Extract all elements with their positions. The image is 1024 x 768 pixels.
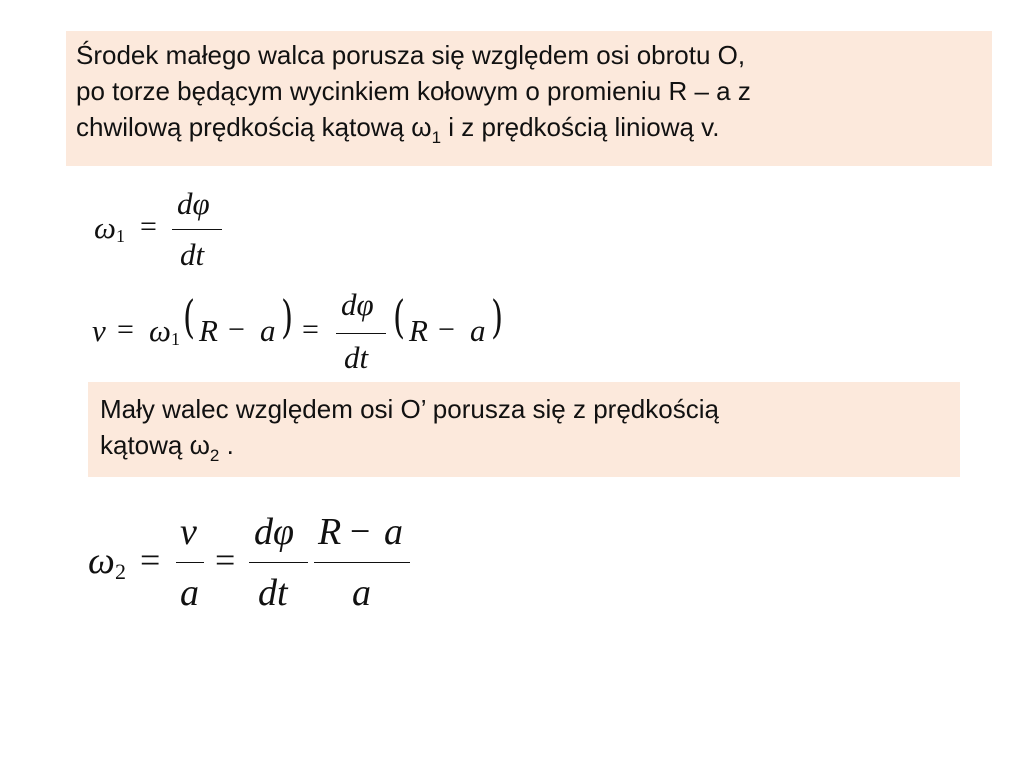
eq2-R-1: R	[199, 313, 218, 348]
eq3-omega: ω	[88, 540, 115, 582]
eq3-frac3-numerator-a: a	[384, 511, 403, 553]
eq3-omega-subscript: 2	[115, 559, 126, 584]
omega1-subscript: 1	[431, 128, 442, 147]
eq3-frac2-numerator: dφ	[254, 511, 295, 553]
eq2-minus-1: −	[228, 313, 245, 346]
eq3-frac3-bar	[314, 562, 410, 563]
eq2-omega-subscript: 1	[171, 329, 180, 349]
eq3-frac1-numerator: v	[180, 511, 197, 553]
eq3-frac2-bar	[249, 562, 308, 563]
eq2-R-2: R	[409, 313, 428, 348]
eq3-frac3-numerator-R: R	[318, 511, 342, 553]
small-cylinder-line-1: Mały walec względem osi O’ porusza się z prędkością	[100, 394, 719, 424]
small-cylinder-text-box	[88, 382, 960, 477]
eq2-omega: ω	[149, 313, 171, 348]
intro-line-3	[76, 109, 982, 145]
eq1-omega-subscript: 1	[116, 226, 125, 246]
eq3-equals-1: =	[140, 540, 161, 580]
eq2-a-1: a	[260, 313, 276, 348]
eq2-right-paren-1: )	[281, 291, 294, 345]
eq2-denominator: dt	[344, 340, 369, 375]
eq1-omega: ω	[94, 210, 116, 245]
eq2-v: v	[92, 313, 106, 348]
eq1-numerator: dφ	[177, 186, 210, 221]
intro-line-3-start: chwilową prędkością kątową ω	[76, 112, 432, 142]
intro-line-1: Środek małego walca porusza się względem osi obrotu O,	[76, 40, 746, 70]
eq3-frac3-numerator-minus: −	[350, 511, 371, 551]
eq3-frac2-denominator: dt	[258, 572, 288, 614]
small-cylinder-line-2-start: kątową ω	[100, 430, 210, 460]
eq2-numerator: dφ	[341, 287, 374, 322]
eq3-equals-2: =	[215, 540, 236, 580]
eq1-equals: =	[140, 210, 157, 243]
eq2-minus-2: −	[438, 313, 455, 346]
eq1-fraction-bar	[172, 229, 222, 230]
eq3-frac1-bar	[176, 562, 204, 563]
eq2-right-paren-2: )	[491, 291, 504, 345]
eq2-fraction-bar	[336, 333, 386, 334]
eq3-frac3-denominator: a	[352, 572, 371, 614]
omega2-subscript: 2	[209, 446, 220, 465]
eq2-a-2: a	[470, 313, 486, 348]
intro-line-3-end: i z prędkością liniową v.	[441, 112, 720, 142]
intro-line-2: po torze będącym wycinkiem kołowym o promieniu R – a z	[76, 76, 751, 106]
eq2-left-paren-2: (	[393, 291, 406, 345]
eq3-frac1-denominator: a	[180, 572, 199, 614]
small-cylinder-line-2-end: .	[219, 430, 234, 460]
small-cylinder-line-2	[100, 427, 948, 463]
eq1-denominator: dt	[180, 237, 205, 272]
eq2-left-paren-1: (	[183, 291, 196, 345]
intro-text-box	[66, 31, 992, 166]
eq2-equals-1: =	[117, 313, 134, 346]
eq2-equals-2: =	[302, 313, 319, 346]
